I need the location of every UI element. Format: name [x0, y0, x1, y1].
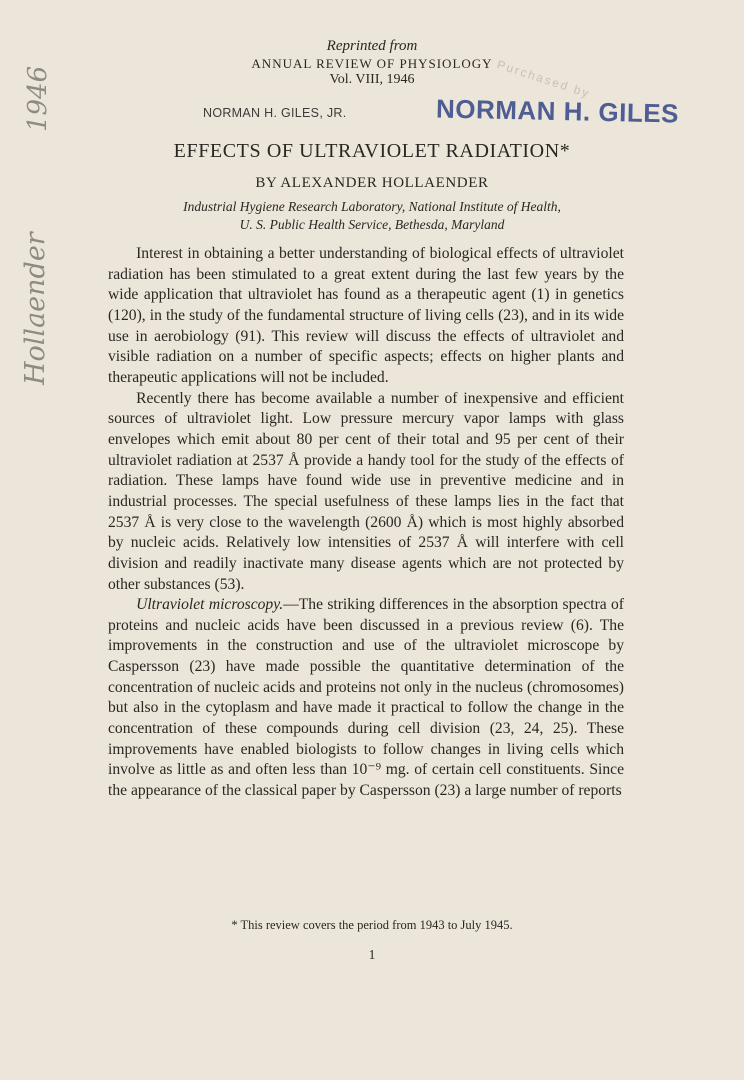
handwritten-name: Hollaender [20, 232, 51, 385]
paragraph-3 [108, 595, 624, 802]
owner-stamp-small: NORMAN H. GILES, JR. [203, 106, 347, 120]
affiliation-line-1: Industrial Hygiene Research Laboratory, National Institute of Health, [183, 199, 561, 214]
paragraph-1: Interest in obtaining a better understanding of biological effects of ultraviolet radiation has been stimulated to a great extent during the last few years by the wide application that ultraviolet has found as a therapeutic agent (1) in genetics (120), in the study of the fundamental structure of living cells (23), and in its wide use in aerobiology (91). This review will discuss the effects of ultraviolet and visible radiation on a number of specific aspects; effects on higher plants and therapeutic applications will not be included. [108, 245, 624, 386]
owner-stamp-large: NORMAN H. GILES [435, 93, 680, 129]
handwritten-year: 1946 [23, 65, 53, 132]
paragraph-3-body: —The striking differences in the absorption spectra of proteins and nucleic acids have been discussed in a previous review (6). The improvements in the construction and use of the ultraviolet microscope by Caspersson (23) have made possible the quantitative determination of the concentration of nucleic acids and proteins not only in the nucleus (chromosomes) but also in the cytoplasm and have made it practical to follow the change in the concentration of these compounds during cell division (23, 24, 25). These improvements have enabled biologists to follow changes in living cells which involve as little as and often less than 10⁻⁹ mg. of certain cell constituents. Since the appearance of the classical paper by Caspersson (23) a large number of reports [108, 596, 624, 800]
paragraph-2: Recently there has become available a number of inexpensive and efficient sources of ultraviolet light. Low pressure mercury vapor lamps with glass envelopes which emit about 80 per cent of their total and 95 per cent of their ultraviolet radiation at 2537 Å provide a handy tool for the study of the effects of radiation. These lamps have found wide use in preventive medicine and in industrial processes. The special usefulness of these lamps lies in the fact that 2537 Å is very close to the wavelength (2600 Å) which is most highly absorbed by nucleic acids. Relatively low intensities of 2537 Å will interfere with cell division and readily inactivate many disease agents which are not protected by other substances (53). [108, 389, 624, 593]
page-number: 1 [368, 947, 376, 962]
reprint-line: Reprinted from [326, 38, 418, 54]
faint-purchase-stamp: Purchased by [495, 57, 593, 101]
section-heading-ultraviolet-microscopy: Ultraviolet microscopy. [136, 596, 284, 614]
author-byline: BY ALEXANDER HOLLAENDER [255, 175, 489, 191]
footnote: * This review covers the period from 1943 to July 1945. [231, 918, 513, 932]
journal-name: ANNUAL REVIEW OF PHYSIOLOGY [251, 56, 493, 71]
article-body [108, 244, 624, 802]
affiliation-line-2: U. S. Public Health Service, Bethesda, Maryland [239, 217, 505, 232]
volume-line: Vol. VIII, 1946 [329, 72, 415, 87]
article-title: EFFECTS OF ULTRAVIOLET RADIATION* [173, 140, 571, 162]
